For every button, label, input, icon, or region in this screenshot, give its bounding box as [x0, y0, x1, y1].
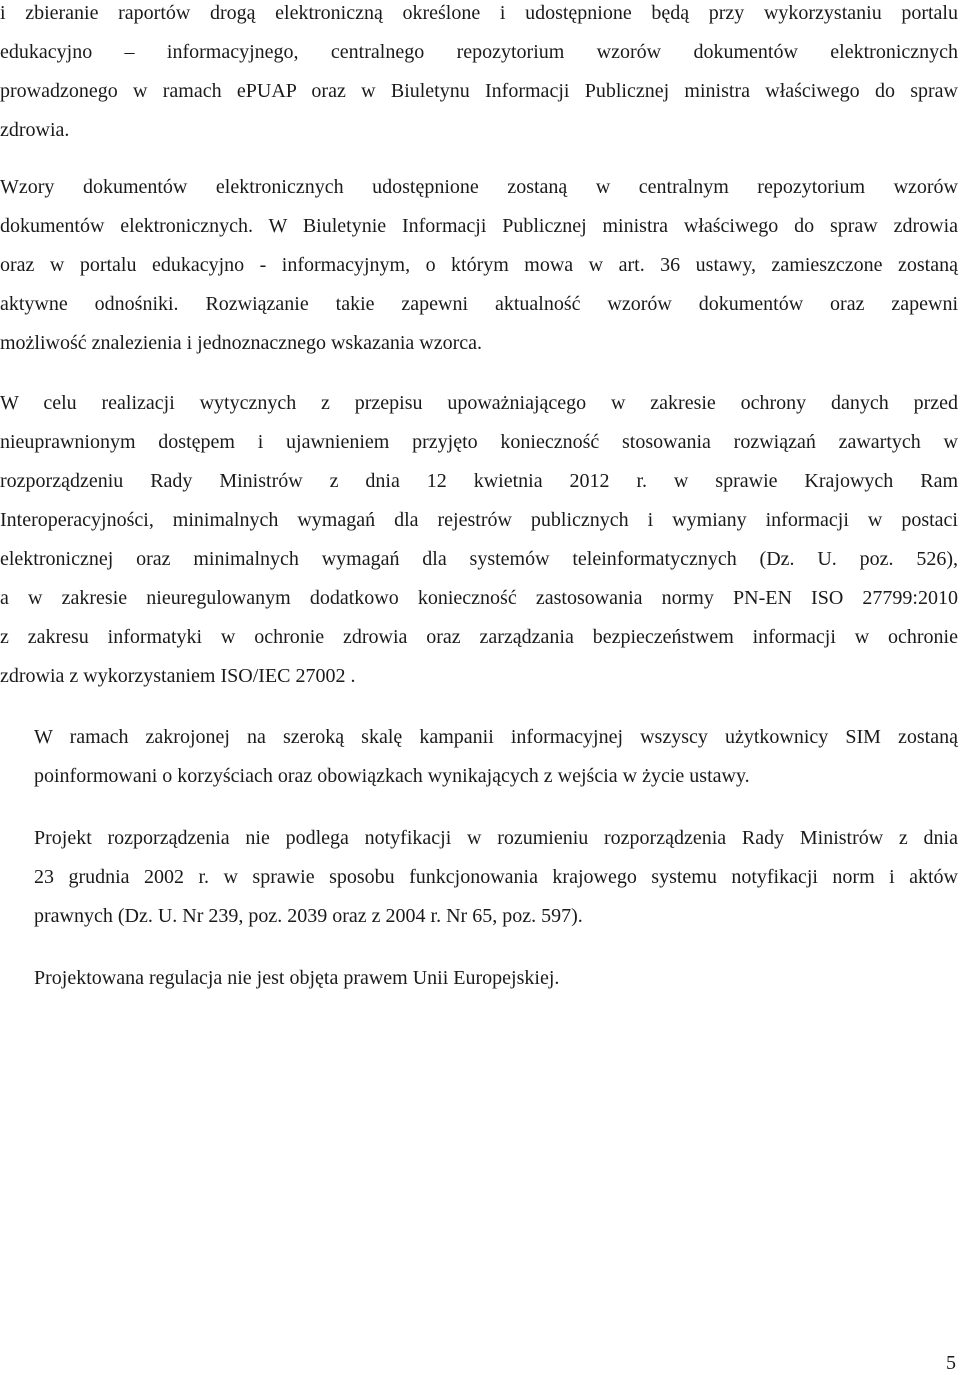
- text-line: W celu realizacji wytycznych z przepisu upoważniającego w zakresie ochrony danych przed: [0, 392, 958, 414]
- text-line: zdrowia.: [0, 119, 70, 141]
- text-line: poinformowani o korzyściach oraz obowiązkach wynikających z wejścia w życie ustawy.: [34, 765, 750, 787]
- text-line: Projektowana regulacja nie jest objęta prawem Unii Europejskiej.: [34, 967, 560, 989]
- text-line: Wzory dokumentów elektronicznych udostępnione zostaną w centralnym repozytorium wzorów: [0, 176, 958, 198]
- text-line: edukacyjno – informacyjnego, centralnego repozytorium wzorów dokumentów elektronicznych: [0, 41, 958, 63]
- paragraph-data-protection: [0, 384, 958, 696]
- paragraph-information-campaign: [34, 718, 958, 796]
- page-number: 5: [946, 1352, 956, 1374]
- text-line: W ramach zakrojonej na szeroką skalę kampanii informacyjnej wszyscy użytkownicy SIM zostaną: [34, 726, 958, 748]
- text-line: Projekt rozporządzenia nie podlega notyfikacji w rozumieniu rozporządzenia Rady Ministrów z dnia: [34, 827, 958, 849]
- text-line: i zbieranie raportów drogą elektroniczną określone i udostępnione będą przy wykorzystaniu portalu: [0, 2, 958, 24]
- text-line: elektronicznej oraz minimalnych wymagań dla systemów teleinformatycznych (Dz. U. poz. 526),: [0, 548, 958, 570]
- text-line: z zakresu informatyki w ochronie zdrowia oraz zarządzania bezpieczeństwem informacji w ochronie: [0, 626, 958, 648]
- text-line: a w zakresie nieuregulowanym dodatkowo konieczność zastosowania normy PN-EN ISO 27799:2010: [0, 587, 958, 609]
- text-line: Interoperacyjności, minimalnych wymagań dla rejestrów publicznych i wymiany informacji w postaci: [0, 509, 958, 531]
- text-line: 23 grudnia 2002 r. w sprawie sposobu funkcjonowania krajowego systemu notyfikacji norm i aktów: [34, 866, 958, 888]
- paragraph-document-templates: [0, 168, 958, 363]
- paragraph-eu-law: [34, 959, 958, 998]
- text-line: aktywne odnośniki. Rozwiązanie takie zapewni aktualność wzorów dokumentów oraz zapewni: [0, 293, 958, 315]
- text-line: nieuprawnionym dostępem i ujawnieniem przyjęto konieczność stosowania rozwiązań zawartych w: [0, 431, 958, 453]
- text-line: rozporządzeniu Rady Ministrów z dnia 12 kwietnia 2012 r. w sprawie Krajowych Ram: [0, 470, 958, 492]
- paragraph-notification: [34, 819, 958, 936]
- text-line: możliwość znalezienia i jednoznacznego wskazania wzorca.: [0, 332, 482, 354]
- text-line: prawnych (Dz. U. Nr 239, poz. 2039 oraz z 2004 r. Nr 65, poz. 597).: [34, 905, 583, 927]
- text-line: prowadzonego w ramach ePUAP oraz w Biuletynu Informacji Publicznej ministra właściwego do spraw: [0, 80, 958, 102]
- text-line: dokumentów elektronicznych. W Biuletynie Informacji Publicznej ministra właściwego do spraw zdrowia: [0, 215, 958, 237]
- text-line: zdrowia z wykorzystaniem ISO/IEC 27002 .: [0, 665, 356, 687]
- text-line: oraz w portalu edukacyjno - informacyjnym, o którym mowa w art. 36 ustawy, zamieszczone zostaną: [0, 254, 958, 276]
- paragraph-reports-portal: [0, 0, 958, 150]
